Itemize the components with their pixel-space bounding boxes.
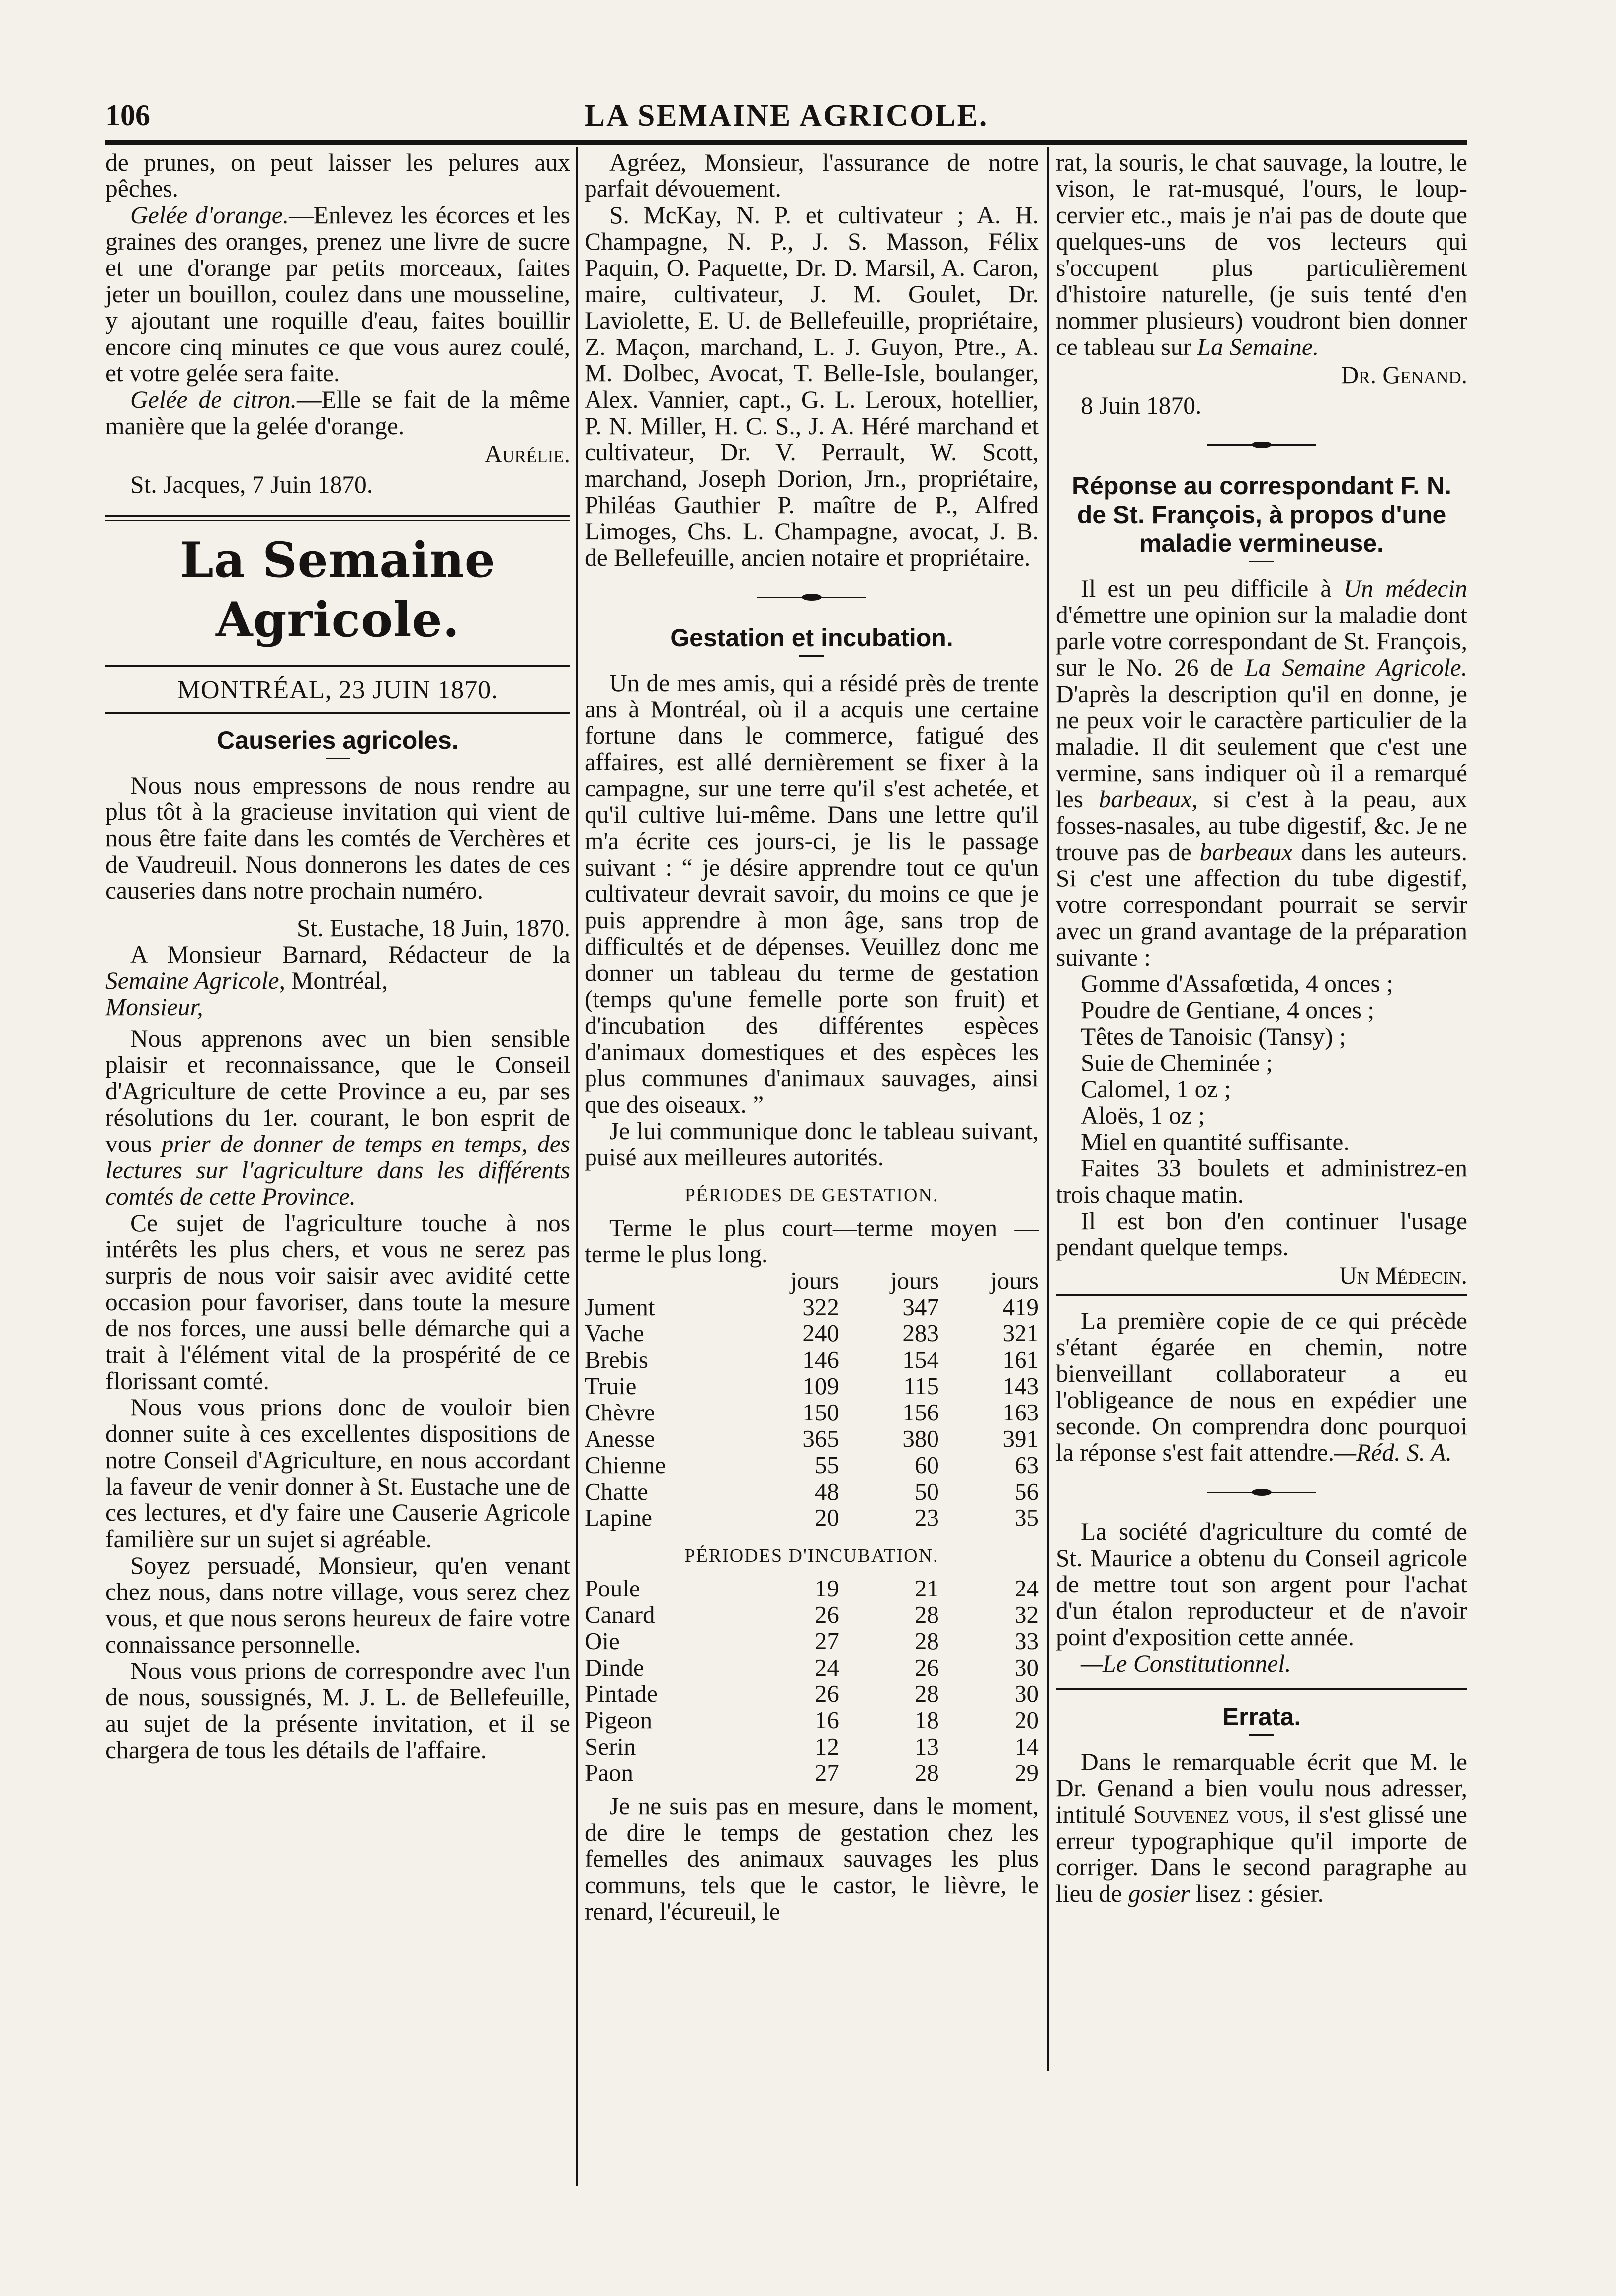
table-cell-min: 12 <box>814 1733 839 1760</box>
dateline-rule <box>105 712 570 714</box>
recipe-item: Suie de Cheminée ; <box>1081 1049 1273 1076</box>
table-cell-avg: 28 <box>914 1627 939 1655</box>
table-cell-min: 146 <box>802 1346 839 1373</box>
dateline-st-jacques: St. Jacques, 7 Juin 1870. <box>130 471 373 498</box>
orange-recipe-text: —Enlevez les écorces et les graines des oranges, prenez une livre de sucre et une d'orange par petits morceaux, faites jeter un bouillon, coulez dans une mousseline, y ajoutant une roquille d'eau, faites bouillir encore cinq minutes ce que vous aurez coulé, et votre gelée sera faite. <box>105 201 570 387</box>
citron-recipe-title: Gelée de citron. <box>130 386 297 413</box>
note-text: La première copie de ce qui précède s'étant égarée en chemin, notre bienveillant collaborateur a eu l'obligeance de nous en expédier une seconde. On comprendra donc pourquoi la réponse s'est fait attendre. <box>1056 1307 1467 1466</box>
table-header-blank <box>585 1267 739 1294</box>
table-header-max: jours <box>990 1267 1039 1294</box>
table-cell-avg: 13 <box>914 1733 939 1760</box>
heading-dash <box>1249 1734 1274 1736</box>
table-cell-animal: Oie <box>585 1627 620 1655</box>
table-row <box>585 1452 1039 1478</box>
date-genand: 8 Juin 1870. <box>1081 392 1202 419</box>
table-cell-animal: Vache <box>585 1320 644 1347</box>
letter-address-italic: Semaine Agricole <box>105 967 279 994</box>
reponse-text-b: d'émettre une opinion sur la maladie dont parle votre correspondant de St. François, sur le No. 26 de <box>1056 601 1467 681</box>
table-row <box>585 1373 1039 1399</box>
letter-closing: Agréez, Monsieur, l'assurance de notre parfait dévouement. <box>585 149 1039 202</box>
letter-paragraph-4: Soyez persuadé, Monsieur, qu'en venant chez nous, dans notre village, vous serez chez vous, et que nous serons heureux de faire votre connaissance personnelle. <box>105 1552 570 1658</box>
table-cell-animal: Chienne <box>585 1451 666 1479</box>
table-row <box>585 1399 1039 1425</box>
table-cell-animal: Anesse <box>585 1425 655 1452</box>
table-cell-animal: Lapine <box>585 1504 653 1531</box>
masthead-rule-top-thin <box>105 520 570 521</box>
table-row <box>585 1654 1039 1680</box>
table-cell-max: 161 <box>1002 1346 1039 1373</box>
letter-paragraph-1-text: Nous apprenons avec un bien sensible plaisir et reconnaissance, que le Conseil d'Agriculture de cette Province a eu, par ses résolutions du 1er. courant, le bon esprit de vous <box>105 1025 570 1157</box>
table-cell-avg: 60 <box>914 1451 939 1479</box>
errata-heading: Errata. <box>1222 1703 1301 1731</box>
table-row <box>585 1760 1039 1786</box>
table-row <box>585 1425 1039 1452</box>
table-cell-max: 321 <box>1002 1320 1039 1347</box>
table-cell-avg: 283 <box>902 1320 939 1347</box>
table-cell-animal: Truie <box>585 1372 637 1400</box>
heading-dash <box>326 758 350 759</box>
reponse-italic-3: barbeaux <box>1099 786 1192 813</box>
reponse-text-e: dans les auteurs. Si c'est une affection du tube digestif, votre correspondant pourrait se servir avec un grand avantage de la préparation suivante : <box>1056 838 1467 971</box>
table-cell-avg: 21 <box>914 1575 939 1602</box>
table-cell-avg: 26 <box>914 1654 939 1681</box>
table-cell-animal: Jument <box>585 1293 655 1321</box>
heading-dash <box>1249 561 1274 562</box>
gestation-terms: Terme le plus court—terme moyen —terme le plus long. <box>585 1214 1039 1268</box>
table-cell-min: 27 <box>814 1759 839 1786</box>
section-rule <box>1056 1688 1467 1690</box>
table-header-avg: jours <box>890 1267 939 1294</box>
reponse-text-c: D'après la description qu'il en donne, je ne peux voir le caractère particulier de la maladie. Il dit seulement que c'est une vermine, sans indiquer où il a remarqué les <box>1056 680 1467 813</box>
citron-recipe-text: —Elle se fait de la même manière que la gelée d'orange. <box>105 386 570 440</box>
table-row <box>585 1320 1039 1346</box>
errata-text-b: , il s'est glissé une erreur typographique qu'il importe de corriger. Dans le second paragraphe au lieu de <box>1056 1801 1467 1907</box>
table-row <box>585 1707 1039 1733</box>
table-cell-avg: 18 <box>914 1706 939 1734</box>
reponse-heading: Réponse au correspondant F. N. de St. François, à propos d'une maladie vermineuse. <box>1071 472 1451 557</box>
table-cell-min: 24 <box>814 1654 839 1681</box>
letter-paragraph-1-italic: prier de donner de temps en temps, des lectures sur l'agriculture dans les différents comtés de cette Province. <box>105 1130 570 1210</box>
table-cell-avg: 156 <box>902 1399 939 1426</box>
table-cell-max: 29 <box>1015 1759 1039 1786</box>
errata-smallcaps: Souvenez vous <box>1133 1801 1284 1828</box>
page-header <box>105 94 1467 139</box>
reponse-text-a: Il est un peu difficile à <box>1081 575 1344 602</box>
note-signature: —Réd. S. A. <box>1334 1439 1452 1466</box>
table-cell-min: 26 <box>814 1601 839 1628</box>
table-cell-animal: Dinde <box>585 1654 644 1681</box>
note-paragraph <box>1056 1308 1467 1466</box>
recipe-item: Poudre de Gentiane, 4 onces ; <box>1081 996 1375 1024</box>
table-row <box>585 1680 1039 1707</box>
recipe-item: Miel en quantité suffisante. <box>1081 1128 1350 1155</box>
table-cell-max: 20 <box>1015 1706 1039 1734</box>
causeries-paragraph: Nous nous empressons de nous rendre au plus tôt à la gracieuse invitation qui vient de nous être faite dans les comtés de Verchères et de Vaudreuil. Nous donnerons les dates de ces causeries dans notre prochain numéro. <box>105 772 570 904</box>
letter-paragraph-1 <box>105 1025 570 1210</box>
recipe-item: Têtes de Tanoisic (Tansy) ; <box>1081 1023 1346 1050</box>
table-cell-max: 30 <box>1015 1654 1039 1681</box>
table-cell-max: 24 <box>1015 1575 1039 1602</box>
reponse-paragraph-1 <box>1056 575 1467 971</box>
section-ornament <box>1207 442 1316 448</box>
table-cell-animal: Paon <box>585 1759 633 1786</box>
table-cell-animal: Brebis <box>585 1346 648 1373</box>
table-row <box>585 1346 1039 1373</box>
reponse-italic-4: barbeaux <box>1199 838 1293 866</box>
table-cell-min: 240 <box>802 1320 839 1347</box>
letter-signatories: S. McKay, N. P. et cultivateur ; A. H. Champagne, N. P., J. S. Masson, Félix Paquin, O. Paquette, Dr. D. Marsil, A. Caron, maire, cultivateur, J. M. Goulet, Dr. Laviolette, E. U. de Bellefeuille, propriétaire, Z. Maçon, marchand, L. J. Guyon, Ptre., A. M. Dolbec, Avocat, T. Belle-Isle, boulanger, Alex. Vannier, capt., G. L. Leroux, hotellier, P. N. Miller, H. C. S., J. A. Héré marchand et cultivateur, Dr. V. Perrault, W. Scott, marchand, Joseph Dorion, Jrn., propriétaire, Philéas Gauthier P. maître de P., Alfred Limoges, Chs. L. Champagne, avocat, J. B. de Bellefeuille, ancien notaire et propriétaire. <box>585 201 1039 571</box>
errata-text-c: lisez : gésier. <box>1190 1880 1324 1907</box>
errata-text-a: Dans le remarquable écrit que M. le Dr. Genand a bien voulu nous adresser, intitulé <box>1056 1748 1467 1828</box>
continuation-paragraph <box>1056 149 1467 360</box>
reponse-italic-2: La Semaine Agricole. <box>1245 654 1467 681</box>
signature-genand: Dr. Genand. <box>1341 361 1467 389</box>
societe-source: —Le Constitutionnel. <box>1081 1650 1291 1677</box>
gestation-paragraph-3: Je ne suis pas en mesure, dans le moment, de dire le temps de gestation chez les femelles des animaux sauvages les plus communs, tels que le castor, le lièvre, le renard, l'écureuil, le <box>585 1792 1039 1925</box>
table-cell-max: 63 <box>1015 1451 1039 1479</box>
table-cell-animal: Pintade <box>585 1680 658 1707</box>
masthead-rule-top <box>105 515 570 517</box>
table-cell-avg: 50 <box>914 1478 939 1505</box>
table-cell-max: 30 <box>1015 1680 1039 1707</box>
table-cell-avg: 380 <box>902 1425 939 1452</box>
intro-paragraph: de prunes, on peut laisser les pelures aux pêches. <box>105 149 570 202</box>
table-cell-max: 143 <box>1002 1372 1039 1400</box>
table-cell-animal: Chatte <box>585 1478 648 1505</box>
table-cell-max: 32 <box>1015 1601 1039 1628</box>
gestation-paragraph-2: Je lui communique donc le tableau suivant, puisé aux meilleures autorités. <box>585 1117 1039 1171</box>
table-cell-min: 55 <box>814 1451 839 1479</box>
table-cell-max: 14 <box>1015 1733 1039 1760</box>
column-divider-2 <box>1047 147 1049 2071</box>
table-header-min: jours <box>790 1267 839 1294</box>
table-cell-min: 20 <box>814 1504 839 1531</box>
errata-italic: gosier <box>1128 1880 1190 1907</box>
page-number: 106 <box>105 99 150 132</box>
table-cell-min: 19 <box>814 1575 839 1602</box>
reponse-italic-1: Un médecin <box>1343 575 1467 602</box>
table-cell-animal: Poule <box>585 1575 640 1602</box>
table-cell-min: 27 <box>814 1627 839 1655</box>
letter-paragraph-3: Nous vous prions donc de vouloir bien donner suite à ces excellentes dispositions de notre Conseil d'Agriculture, en nous accordant la faveur de venir donner à St. Eustache une de ces lectures, et d'y faire une Causerie Agricole familière sur un sujet si agréable. <box>105 1394 570 1553</box>
table-cell-min: 109 <box>802 1372 839 1400</box>
continuation-italic: La Semaine. <box>1197 333 1319 360</box>
table-cell-max: 419 <box>1002 1293 1039 1321</box>
table-cell-max: 33 <box>1015 1627 1039 1655</box>
table-cell-max: 391 <box>1002 1425 1039 1452</box>
table-cell-animal: Canard <box>585 1601 655 1628</box>
table-cell-min: 16 <box>814 1706 839 1734</box>
table-cell-min: 365 <box>802 1425 839 1452</box>
masthead-rule-bottom <box>105 665 570 667</box>
column-divider-1 <box>576 147 578 2186</box>
heading-dash <box>799 655 824 657</box>
table-cell-animal: Pigeon <box>585 1706 653 1734</box>
table-cell-avg: 28 <box>914 1601 939 1628</box>
table-cell-avg: 154 <box>902 1346 939 1373</box>
table-row <box>585 1575 1039 1601</box>
gestation-paragraph-1: Un de mes amis, qui a résidé près de trente ans à Montréal, où il a acquis une certaine fortune dans le commerce, fatigué des affaires, est allé dernièrement se fixer à la campagne, sur une terre qu'il s'est achetée, et qu'il cultive lui-même. Dans une lettre qu'il m'a écrite ces jours-ci, je lis le passage suivant : “ je désire apprendre tout ce qu'un cultivateur devrait savoir, du moins ce que je puis apprendre à mon âge, sans trop de difficultés et de dépenses. Veuillez donc me donner un tableau du terme de gestation (temps qu'une femelle porte son fruit) et d'incubation des différentes espèces d'animaux domestiques et des espèces les plus communes d'animaux sauvages, ainsi que des oiseaux. ” <box>585 669 1039 1118</box>
letter-address-b: , Montréal, <box>279 967 388 994</box>
signature-medecin: Un Médecin. <box>1339 1262 1467 1289</box>
table-cell-min: 48 <box>814 1478 839 1505</box>
incubation-table-body <box>585 1575 1039 1786</box>
causeries-heading: Causeries agricoles. <box>217 726 459 754</box>
gestation-table-body <box>585 1294 1039 1531</box>
table-header-row <box>585 1267 1039 1294</box>
section-ornament <box>1207 1489 1316 1496</box>
table-cell-avg: 28 <box>914 1680 939 1707</box>
gestation-caption: PÉRIODES DE GESTATION. <box>684 1185 939 1206</box>
errata-paragraph <box>1056 1749 1467 1907</box>
letter-paragraph-5: Nous vous prions de correspondre avec l'un de nous, soussignés, M. J. L. de Bellefeuille, au sujet de la présente invitation, et il se chargera de tous les détails de l'affaire. <box>105 1657 570 1764</box>
continuation-text: rat, la souris, le chat sauvage, la loutre, le vison, le rat-musqué, l'ours, le loup-cervier etc., mais je n'ai pas de doute que quelques-uns de vos lecteurs qui s'occupent plus particulièrement d'histoire naturelle, (je suis tenté d'en nommer plusieurs) voudront bien donner ce tableau sur <box>1056 149 1467 360</box>
letter-paragraph-2: Ce sujet de l'agriculture touche à nos intérêts les plus chers, et vous ne serez pas surpris de nous voir saisir avec avidité cette occasion pour favoriser, dans toute la mesure de nos forces, une aussi belle démarche qui a trait à l'élément vital de la prospérité de ce florissant comté. <box>105 1209 570 1395</box>
section-ornament <box>757 594 866 601</box>
table-cell-animal: Chèvre <box>585 1399 655 1426</box>
signature-aurelie: Aurélie. <box>484 441 570 468</box>
table-cell-avg: 23 <box>914 1504 939 1531</box>
table-row <box>585 1733 1039 1760</box>
column-2 <box>585 149 1039 1925</box>
table-row <box>585 1294 1039 1320</box>
table-cell-avg: 347 <box>902 1293 939 1321</box>
recipe-item: Calomel, 1 oz ; <box>1081 1075 1231 1103</box>
table-row <box>585 1478 1039 1504</box>
reponse-paragraph-2: Faites 33 boulets et administrez-en trois chaque matin. <box>1056 1154 1467 1208</box>
orange-recipe-title: Gelée d'orange. <box>130 201 289 229</box>
letter-salutation: Monsieur, <box>105 993 203 1021</box>
table-cell-avg: 115 <box>903 1372 939 1400</box>
header-rule <box>105 140 1467 145</box>
reponse-paragraph-3: Il est bon d'en continuer l'usage pendant quelque temps. <box>1056 1207 1467 1261</box>
recipe-item: Gomme d'Assafœtida, 4 onces ; <box>1081 970 1393 997</box>
reponse-text-d: , si c'est à la peau, aux fosses-nasales, au tube digestif, &c. Je ne trouve pas de <box>1056 786 1467 866</box>
gestation-table <box>585 1267 1039 1531</box>
letter-address <box>105 941 570 994</box>
table-cell-min: 322 <box>802 1293 839 1321</box>
running-title: LA SEMAINE AGRICOLE. <box>584 99 989 133</box>
issue-dateline: MONTRÉAL, 23 JUIN 1870. <box>177 676 499 704</box>
table-row <box>585 1628 1039 1654</box>
section-rule <box>1056 1294 1467 1296</box>
table-cell-max: 56 <box>1015 1478 1039 1505</box>
orange-recipe <box>105 202 570 386</box>
table-row <box>585 1601 1039 1628</box>
letter-address-a: A Monsieur Barnard, Rédacteur de la <box>130 941 570 968</box>
incubation-table <box>585 1575 1039 1786</box>
table-cell-max: 35 <box>1015 1504 1039 1531</box>
table-cell-avg: 28 <box>914 1759 939 1786</box>
incubation-caption: PÉRIODES D'INCUBATION. <box>684 1545 939 1566</box>
masthead: La Semaine Agricole. <box>180 532 496 648</box>
table-cell-max: 163 <box>1002 1399 1039 1426</box>
gestation-heading: Gestation et incubation. <box>670 624 953 652</box>
letter-place: St. Eustache, 18 Juin, 1870. <box>297 914 570 942</box>
table-cell-animal: Serin <box>585 1733 636 1760</box>
societe-paragraph: La société d'agriculture du comté de St. Maurice a obtenu du Conseil agricole de mettre tout son argent pour l'achat d'un étalon reproducteur et de n'avoir point d'exposition cette année. <box>1056 1518 1467 1651</box>
table-row <box>585 1504 1039 1531</box>
citron-recipe <box>105 386 570 439</box>
table-cell-min: 26 <box>814 1680 839 1707</box>
column-3 <box>1056 149 1467 1907</box>
column-1 <box>105 149 570 1763</box>
table-cell-min: 150 <box>802 1399 839 1426</box>
recipe-list <box>1056 971 1467 1155</box>
recipe-item: Aloës, 1 oz ; <box>1081 1102 1205 1129</box>
